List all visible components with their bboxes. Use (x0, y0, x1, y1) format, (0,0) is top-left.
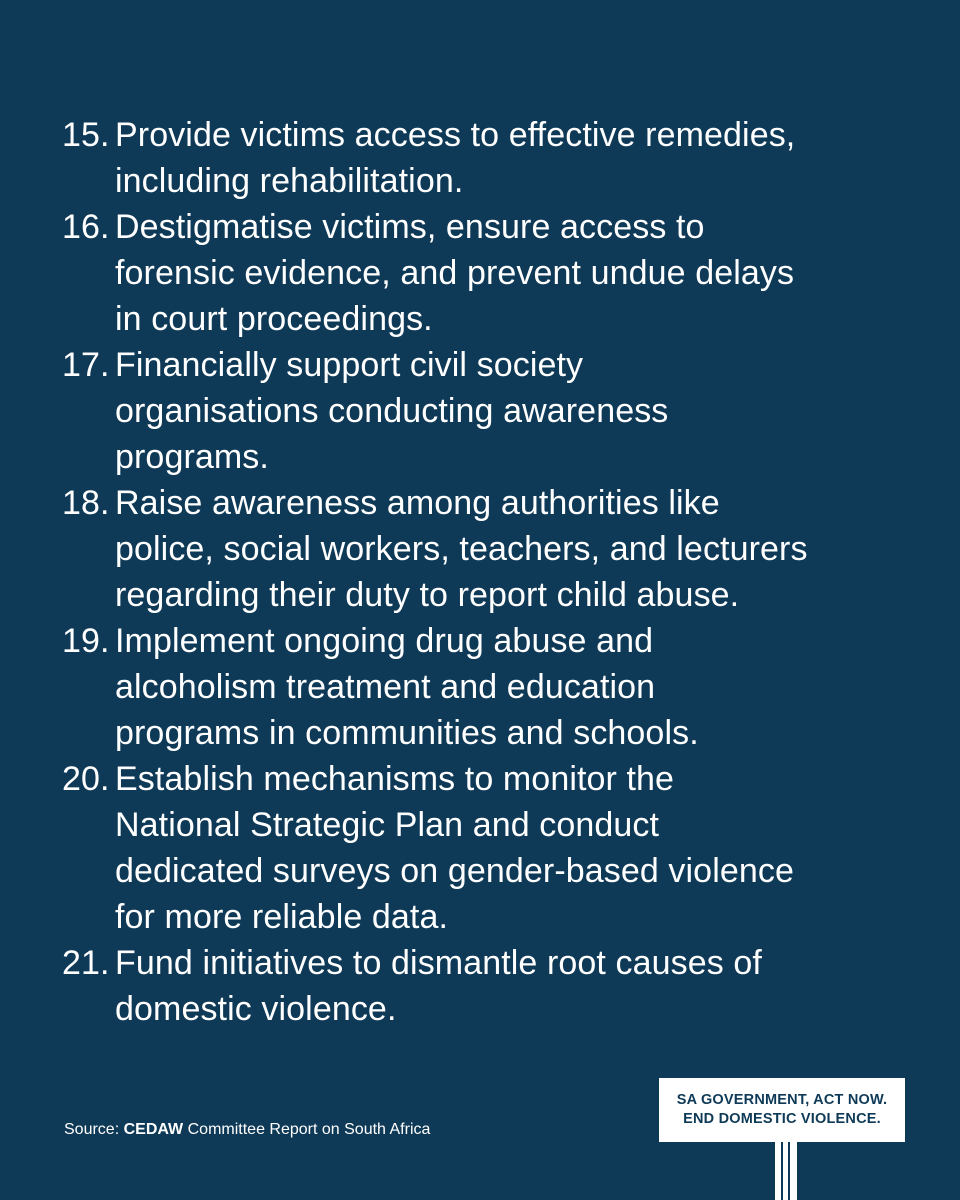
list-item-18 (62, 480, 942, 618)
item-text (115, 480, 942, 618)
source-label: Source: (64, 1121, 120, 1138)
list-item-19 (62, 618, 942, 756)
item-text-line: alcoholism treatment and education (115, 668, 656, 706)
item-text-line: regarding their duty to report child abuse. (115, 576, 740, 614)
item-text-line: Provide victims access to effective remedies, (115, 116, 796, 154)
list-item-16 (62, 204, 942, 342)
sign-line-1: SA GOVERNMENT, ACT NOW. (676, 1092, 888, 1108)
item-text-line: Destigmatise victims, ensure access to (115, 208, 705, 246)
item-text-line: Financially support civil society (115, 346, 584, 384)
item-text-line: programs in communities and schools. (115, 714, 699, 752)
item-text-line: domestic violence. (115, 990, 397, 1028)
list-item-17 (62, 342, 942, 480)
item-text-line: including rehabilitation. (115, 162, 464, 200)
source-organization: CEDAW (123, 1121, 184, 1138)
item-text-line: Establish mechanisms to monitor the (115, 760, 675, 798)
list-item-21 (62, 940, 942, 1032)
source-citation (64, 1120, 430, 1140)
item-text-line: dedicated surveys on gender-based violence (115, 852, 794, 890)
item-text-line: Implement ongoing drug abuse and (115, 622, 654, 660)
item-number: 16. (62, 208, 110, 246)
item-number: 21. (62, 944, 110, 982)
item-text (115, 618, 942, 756)
item-text-line: programs. (115, 438, 269, 476)
item-text (115, 342, 942, 480)
sign-pole-grain (788, 1142, 790, 1200)
item-text-line: police, social workers, teachers, and lecturers (115, 530, 808, 568)
item-text-line: organisations conducting awareness (115, 392, 669, 430)
item-text (115, 112, 942, 204)
item-text-line: for more reliable data. (115, 898, 449, 936)
item-number: 17. (62, 346, 110, 384)
item-text-line: National Strategic Plan and conduct (115, 806, 660, 844)
item-text-line: Fund initiatives to dismantle root causes of (115, 944, 762, 982)
list-item-15 (62, 112, 942, 204)
sign-pole-grain (781, 1142, 783, 1200)
source-rest: Committee Report on South Africa (187, 1121, 431, 1138)
item-number: 18. (62, 484, 110, 522)
item-number: 20. (62, 760, 110, 798)
list-item-20 (62, 756, 942, 940)
item-text-line: in court proceedings. (115, 300, 433, 338)
recommendations-list (62, 112, 942, 1032)
sign-line-2: END DOMESTIC VIOLENCE. (683, 1111, 881, 1127)
item-text-line: Raise awareness among authorities like (115, 484, 720, 522)
protest-sign (659, 1078, 905, 1142)
item-text (115, 756, 942, 940)
sign-pole (775, 1142, 797, 1200)
item-number: 19. (62, 622, 110, 660)
item-text (115, 204, 942, 342)
item-text (115, 940, 942, 1032)
item-text-line: forensic evidence, and prevent undue delays (115, 254, 795, 292)
item-number: 15. (62, 116, 110, 154)
